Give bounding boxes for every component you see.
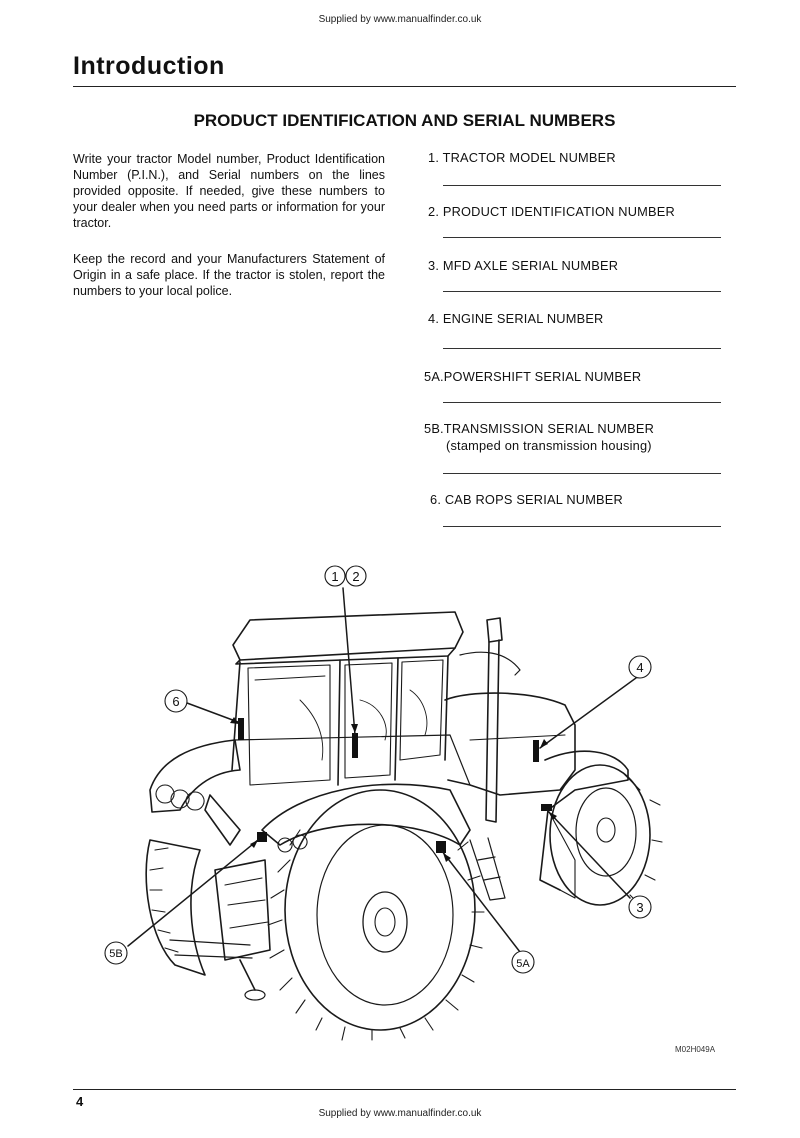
entry-line-2 xyxy=(443,237,721,238)
cab-pillar-rear-left xyxy=(232,662,240,770)
cab-pillar-front xyxy=(445,656,448,760)
item-pin: 2. PRODUCT IDENTIFICATION NUMBER xyxy=(428,204,675,219)
footer-rule xyxy=(73,1089,736,1090)
left-fender xyxy=(150,740,240,812)
item-mfd-axle: 3. MFD AXLE SERIAL NUMBER xyxy=(428,258,619,273)
leader-6 xyxy=(187,703,238,722)
intro-paragraph: Write your tractor Model number, Product Identification Number (P.I.N.), and Serial numbers on the lines provided opposite. If needed, give these numbers to your dealer when you need parts or information for your tractor. xyxy=(73,152,385,230)
plate-6 xyxy=(238,718,244,740)
cab-door-window xyxy=(345,663,392,778)
lift-arm xyxy=(205,795,240,845)
plate-5a xyxy=(436,841,446,853)
title-rule xyxy=(73,86,736,87)
entry-line-3 xyxy=(443,291,721,292)
entry-line-5b xyxy=(443,473,721,474)
plate-4 xyxy=(533,740,539,762)
callout-2: 2 xyxy=(352,569,360,584)
exhaust-stack xyxy=(487,618,502,642)
entry-line-4 xyxy=(443,348,721,349)
supplied-by-header: Supplied by www.manualfinder.co.uk xyxy=(318,14,482,25)
leader-3 xyxy=(547,810,630,898)
item-transmission: 5B.TRANSMISSION SERIAL NUMBER xyxy=(424,421,655,436)
page-number: 4 xyxy=(76,1094,84,1109)
leader-5a xyxy=(442,851,520,952)
entry-line-1 xyxy=(443,185,721,186)
callout-5a: 5A xyxy=(516,958,530,970)
item-engine: 4. ENGINE SERIAL NUMBER xyxy=(428,311,604,326)
tractor-diagram xyxy=(0,555,800,1065)
callout-5b: 5B xyxy=(109,948,123,960)
callout-6: 6 xyxy=(172,694,180,709)
item-tractor-model: 1. TRACTOR MODEL NUMBER xyxy=(428,150,616,165)
leader-4 xyxy=(540,678,636,748)
item-powershift: 5A.POWERSHIFT SERIAL NUMBER xyxy=(424,369,642,384)
supplied-by-footer: Supplied by www.manualfinder.co.uk xyxy=(318,1108,482,1119)
rear-wheel-hub xyxy=(363,892,407,952)
cab-pillar-center xyxy=(338,660,340,785)
callout-1: 1 xyxy=(331,569,339,584)
steps xyxy=(470,838,505,900)
item-transmission-note: (stamped on transmission housing) xyxy=(446,438,652,453)
entry-line-6 xyxy=(443,526,721,527)
figure-code: M02H049A xyxy=(675,1045,716,1054)
engine-hood xyxy=(445,693,575,795)
entry-line-5a xyxy=(443,402,721,403)
callout-4: 4 xyxy=(636,660,644,675)
page-title: Introduction xyxy=(73,52,225,80)
plate-1-2 xyxy=(352,733,358,758)
section-heading: PRODUCT IDENTIFICATION AND SERIAL NUMBERS xyxy=(193,111,616,130)
record-paragraph: Keep the record and your Manufacturers Statement of Origin in a safe place. If the tractor is stolen, report the numbers to your local police. xyxy=(73,252,385,298)
callout-3: 3 xyxy=(636,900,644,915)
item-cab-rops: 6. CAB ROPS SERIAL NUMBER xyxy=(430,492,623,507)
